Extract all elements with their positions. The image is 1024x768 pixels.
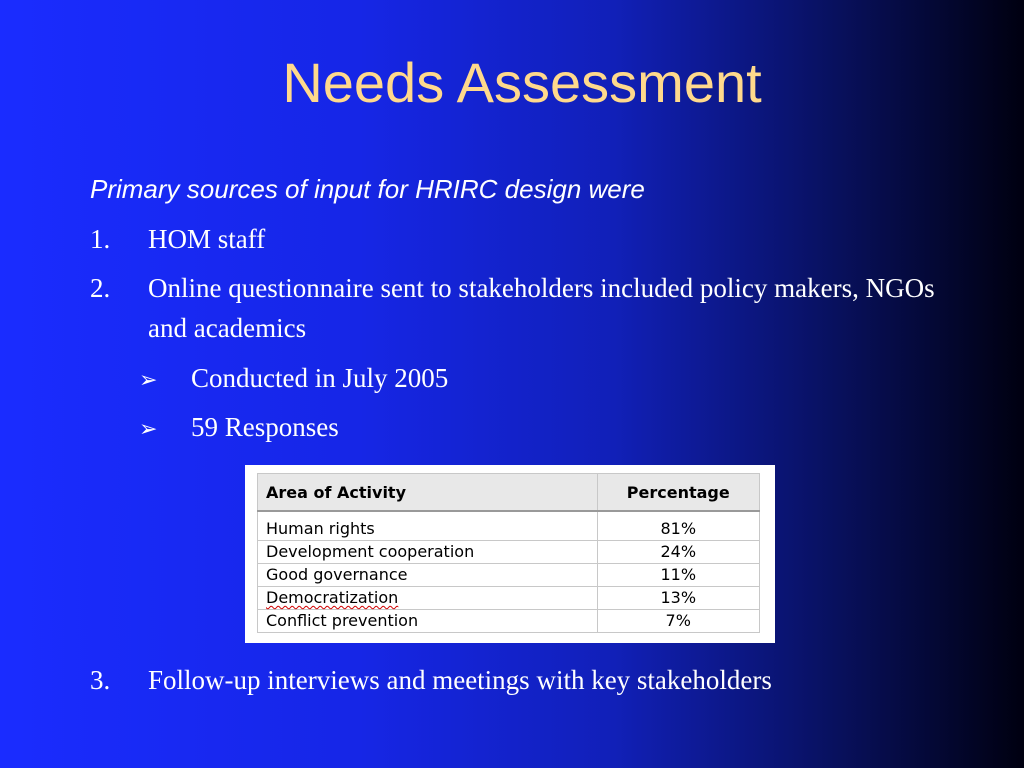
list-item-number: 1.: [90, 224, 111, 254]
sub-item-text: Conducted in July 2005: [191, 363, 449, 393]
list-item-text: Follow-up interviews and meetings with key stakeholders: [148, 665, 772, 695]
percentage-cell: 24%: [597, 541, 760, 564]
activity-table: [257, 473, 760, 633]
activity-table-panel: [245, 465, 775, 643]
list-item-number: 2.: [90, 273, 111, 303]
table-row: [258, 564, 760, 587]
table-header-row: [258, 474, 760, 512]
activity-cell: Human rights: [258, 511, 598, 541]
list-item-number: 3.: [90, 665, 111, 695]
sub-item-text: 59 Responses: [191, 412, 339, 442]
arrow-bullet-icon: ➢: [139, 416, 158, 441]
header-percentage: Percentage: [597, 474, 760, 512]
percentage-cell: 81%: [597, 511, 760, 541]
percentage-cell: 7%: [597, 610, 760, 633]
slide-title: Needs Assessment: [282, 51, 762, 114]
table-row: [258, 587, 760, 610]
activity-cell: [258, 587, 598, 610]
activity-cell: Good governance: [258, 564, 598, 587]
activity-cell: Development cooperation: [258, 541, 598, 564]
table-row: [258, 541, 760, 564]
arrow-bullet-icon: ➢: [139, 367, 158, 392]
activity-cell: Conflict prevention: [258, 610, 598, 633]
intro-text: Primary sources of input for HRIRC design were: [90, 174, 645, 204]
percentage-cell: 13%: [597, 587, 760, 610]
header-area-of-activity: Area of Activity: [258, 474, 598, 512]
list-item-text: HOM staff: [148, 224, 266, 254]
percentage-cell: 11%: [597, 564, 760, 587]
list-item-text: Online questionnaire sent to stakeholders included policy makers, NGOs and academics: [148, 273, 935, 343]
spellcheck-underlined-text: Democratization: [266, 588, 399, 607]
table-row: [258, 511, 760, 541]
table-row: [258, 610, 760, 633]
